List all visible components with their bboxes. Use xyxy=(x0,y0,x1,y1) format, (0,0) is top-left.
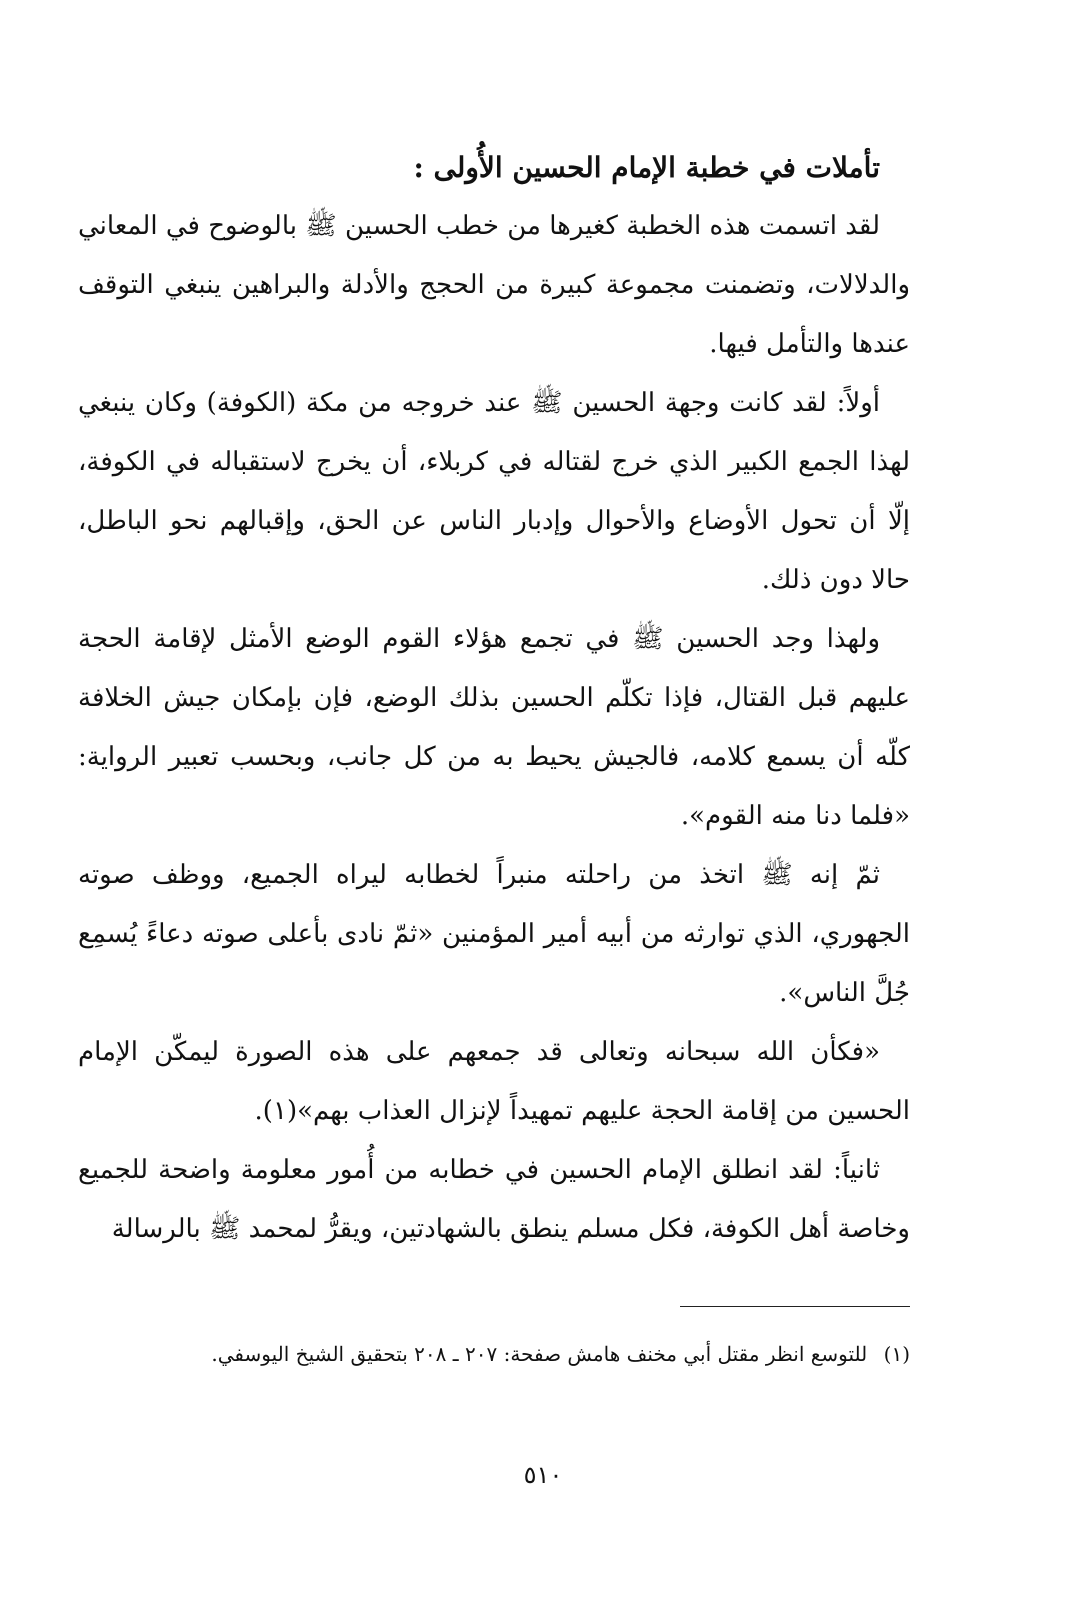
footnote-text: للتوسع انظر مقتل أبي مخنف هامش صفحة: ٢٠٧ ـ ٢٠٨ بتحقيق الشيخ اليوسفي. xyxy=(211,1342,868,1366)
paragraph: ولهذا وجد الحسين ﷺ في تجمع هؤلاء القوم الوضع الأمثل لإقامة الحجة عليهم قبل القتال، فإذا تكلّم الحسين بذلك الوضع، فإن بإمكان جيش الخلافة كلّه أن يسمع كلامه، فالجيش يحيط به من كل جانب، وبحسب تعبير الرواية: «فلما دنا منه القوم». xyxy=(78,624,910,831)
paragraph: لقد اتسمت هذه الخطبة كغيرها من خطب الحسين ﷺ بالوضوح في المعاني والدلالات، وتضمنت مجموعة كبيرة من الحجج والأدلة والبراهين ينبغي التوقف عندها والتأمل فيها. xyxy=(78,211,910,359)
paragraph: أولاً: لقد كانت وجهة الحسين ﷺ عند خروجه من مكة (الكوفة) وكان ينبغي لهذا الجمع الكبير الذي خرج لقتاله في كربلاء، أن يخرج لاستقباله في الكوفة، إلّا أن تحول الأوضاع والأحوال وإدبار الناس عن الحق، وإقبالهم نحو الباطل، حالا دون ذلك. xyxy=(78,388,910,595)
page-number: ٥١٠ xyxy=(523,1461,563,1489)
section-heading: تأملات في خطبة الإمام الحسين الأُولى : xyxy=(413,151,880,184)
main-text xyxy=(78,138,910,1259)
footnote-number: (١) xyxy=(883,1342,910,1366)
paragraph: ثمّ إنه ﷺ اتخذ من راحلته منبراً لخطابه ليراه الجميع، ووظف صوته الجهوري، الذي توارثه من أبيه أمير المؤمنين «ثمّ نادى بأعلى صوته دعاءً يُسمِع جُلَّ الناس». xyxy=(78,860,910,1008)
paragraph: ثانياً: لقد انطلق الإمام الحسين في خطابه من أُمور معلومة واضحة للجميع وخاصة أهل الكوفة، فكل مسلم ينطق بالشهادتين، ويقرُّ لمحمد ﷺ بالرسالة xyxy=(78,1155,910,1244)
paragraph: «فكأن الله سبحانه وتعالى قد جمعهم على هذه الصورة ليمكّن الإمام الحسين من إقامة الحجة عليهم تمهيداً لإنزال العذاب بهم»(١). xyxy=(78,1037,910,1126)
footnote xyxy=(78,1338,910,1370)
footnote-divider xyxy=(680,1306,910,1307)
